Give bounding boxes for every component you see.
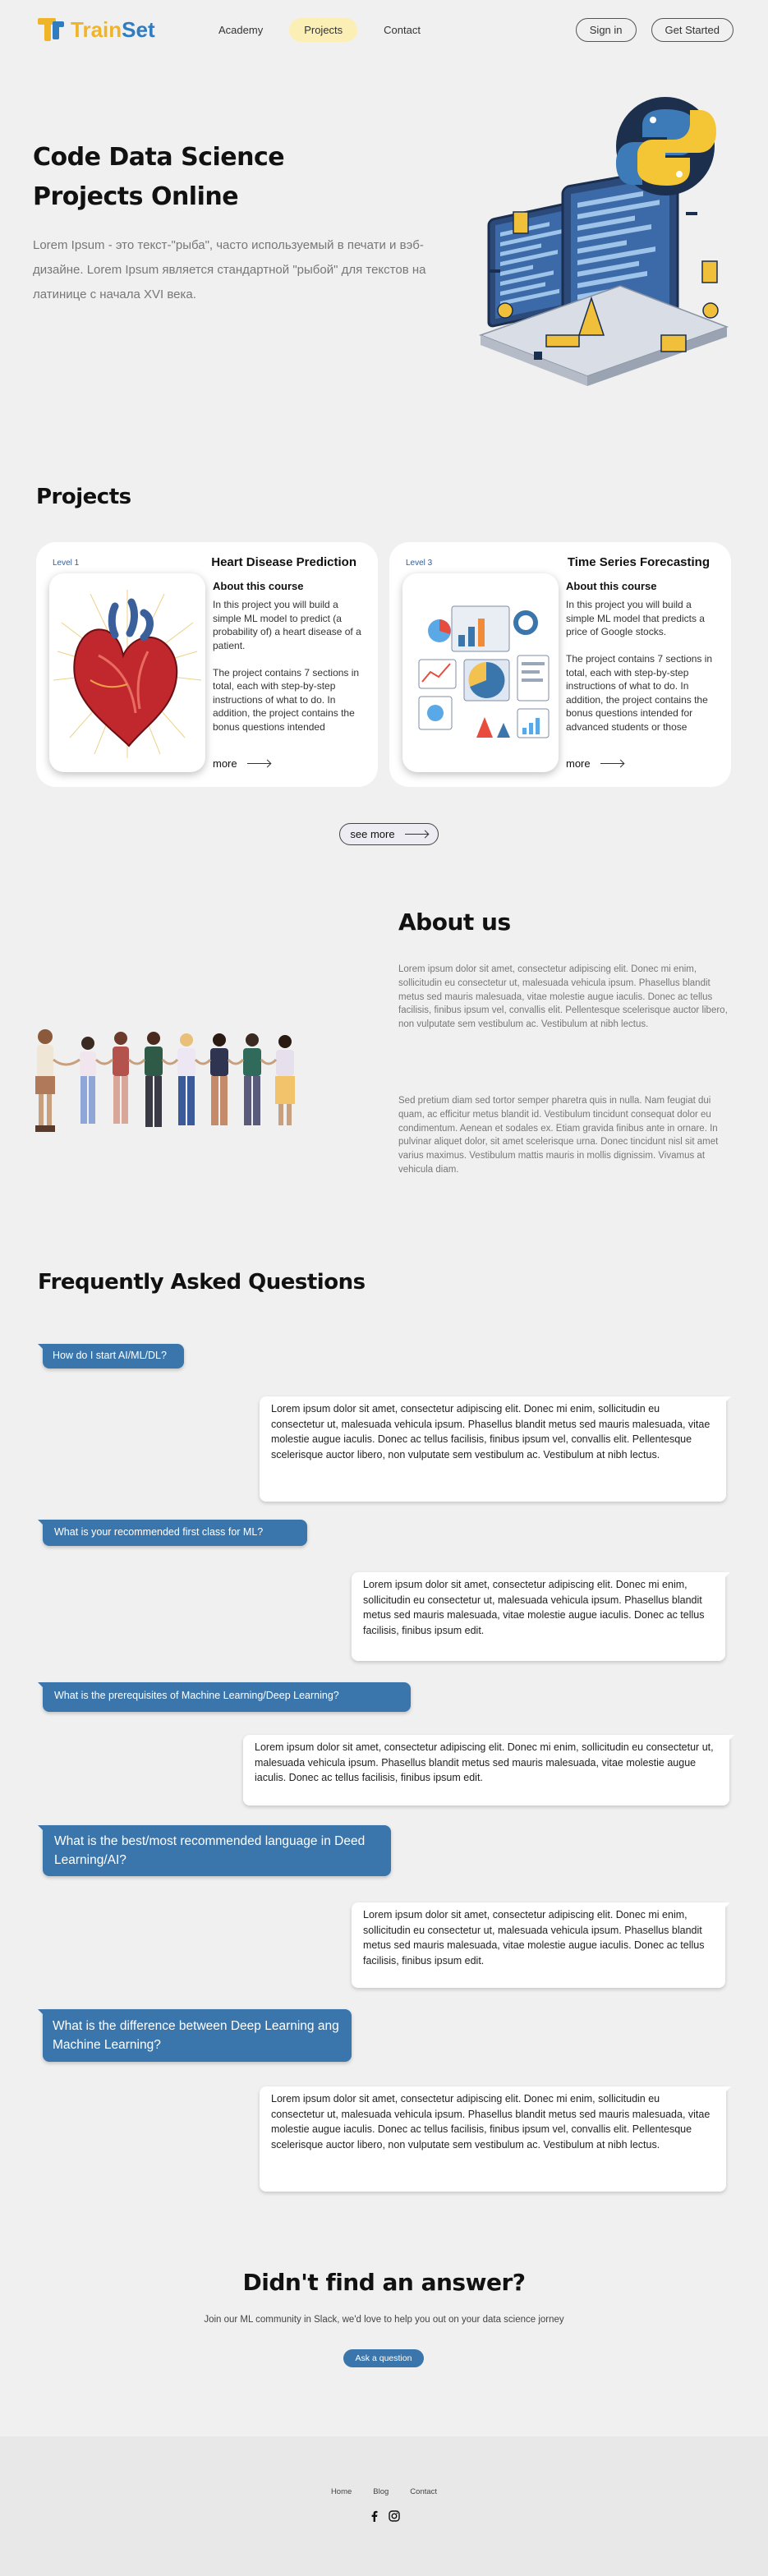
faq-question-2[interactable]: What is your recommended first class for ML?	[43, 1520, 307, 1546]
footer-link-home[interactable]: Home	[330, 2487, 352, 2496]
faq-question-1[interactable]: How do I start AI/ML/DL?	[43, 1344, 184, 1368]
project-title: Time Series Forecasting	[567, 555, 710, 569]
project-more-link[interactable]: more	[566, 757, 623, 770]
header	[0, 0, 768, 59]
about-title: About us	[398, 908, 511, 936]
social-links	[0, 2510, 768, 2522]
about-paragraph-1: Lorem ipsum dolor sit amet, consectetur adipiscing elit. Donec mi enim, sollicitudin eu consectetur ut, malesuada vehicula ipsum. Phasellus blandit metus sed mauris malesuada, vitae molestie augue iaculis. Donec ac tellus facilisis, finibus ipsum vel, convallis elit. Pellentesque scelerisque auctor libero, non vulputate sem vestibulum ac. Vestibulum at nibh lectus.	[398, 964, 728, 1030]
project-more-link[interactable]: more	[213, 757, 270, 770]
footer-link-blog[interactable]: Blog	[373, 2487, 389, 2496]
cta-subtitle: Join our ML community in Slack, we'd love to help you out on your data science jorney	[204, 2315, 564, 2325]
faq-answer-2: Lorem ipsum dolor sit amet, consectetur adipiscing elit. Donec mi enim, sollicitudin eu consectetur ut, malesuada vehicula ipsum. Phasellus blandit metus sed mauris malesuada, vitae molestie augue iaculis. Donec ac tellus facilisis, finibus ipsum edit.	[352, 1572, 725, 1661]
ask-question-button[interactable]: Ask a question	[343, 2349, 424, 2367]
project-title: Heart Disease Prediction	[211, 555, 356, 569]
community-people-illustration	[21, 1019, 374, 1150]
cta-title: Didn't find an answer?	[242, 2269, 526, 2296]
trainset-logo-icon	[36, 15, 66, 44]
about-paragraph-2: Sed pretium diam sed tortor semper pharetra quis in nulla. Nam feugiat dui quam, ac efficitur metus blandit id. Vestibulum tincidunt consequat dolor eu condimentum. Aenean et sodales ex. Etiam gravida finibus ante in ornare. In pulvinar aliquet dolor, sit amet scelerisque urna. Donec tincidunt nisl sit amet varius maximus. Vestibulum mattis mauris in mollis dignissim. Vivamus at vehicula diam.	[398, 1096, 719, 1175]
facebook-icon[interactable]	[369, 2510, 380, 2522]
project-about-heading: About this course	[566, 580, 657, 592]
main-nav	[204, 18, 435, 42]
project-level: Level 1	[53, 559, 80, 568]
faq-question-3[interactable]: What is the prerequisites of Machine Learning/Deep Learning?	[43, 1682, 411, 1712]
analytics-illustration-icon	[402, 573, 559, 772]
project-level: Level 3	[406, 559, 433, 568]
see-more-button[interactable]: see more	[339, 823, 439, 845]
faq-answer-1: Lorem ipsum dolor sit amet, consectetur adipiscing elit. Donec mi enim, sollicitudin eu consectetur ut, malesuada vehicula ipsum. Phasellus blandit metus sed mauris malesuada, vitae molestie augue iaculis. Donec ac tellus facilisis, finibus ipsum vel, convallis elit. Pellentesque scelerisque auctor libero, non vulputate sem vestibulum ac. Vestibulum at nibh lectus.	[260, 1396, 726, 1502]
get-started-button[interactable]: Get Started	[651, 18, 734, 42]
heart-illustration-icon	[49, 573, 205, 772]
faq-question-5[interactable]: What is the difference between Deep Learning ang Machine Learning?	[43, 2009, 352, 2062]
faq-answer-3: Lorem ipsum dolor sit amet, consectetur adipiscing elit. Donec mi enim, sollicitudin eu consectetur ut, malesuada vehicula ipsum. Phasellus blandit metus sed mauris malesuada, vitae molestie augue iaculis. Donec ac tellus facilisis, finibus ipsum edit.	[243, 1735, 729, 1806]
projects-title: Projects	[36, 485, 131, 509]
arrow-right-icon	[247, 763, 270, 764]
brand-name: TrainSet	[71, 16, 155, 42]
python-coding-illustration	[456, 89, 735, 401]
footer	[0, 2436, 768, 2576]
auth-buttons	[576, 18, 734, 42]
nav-academy[interactable]: Academy	[218, 24, 264, 36]
project-card-time-series[interactable]	[389, 542, 731, 787]
project-image	[402, 573, 559, 772]
faq-question-4[interactable]: What is the best/most recommended language in Deed Learning/AI?	[43, 1825, 391, 1876]
footer-link-contact[interactable]: Contact	[410, 2487, 438, 2496]
hero-title: Code Data Science Projects Online	[33, 143, 285, 211]
nav-contact[interactable]: Contact	[384, 24, 421, 36]
sign-in-button[interactable]: Sign in	[576, 18, 637, 42]
project-card-heart-disease[interactable]	[36, 542, 378, 787]
hero-text: Lorem Ipsum - это текст-"рыба", часто используемый в печати и вэб-дизайне. Lorem Ipsum является стандартной "рыбой" для текстов на латинице с начала XVI века.	[33, 238, 426, 301]
project-image	[49, 573, 205, 772]
footer-links	[0, 2487, 768, 2496]
faq-answer-4: Lorem ipsum dolor sit amet, consectetur adipiscing elit. Donec mi enim, sollicitudin eu consectetur ut, malesuada vehicula ipsum. Phasellus blandit metus sed mauris malesuada, vitae molestie augue iaculis. Donec ac tellus facilisis, finibus ipsum edit.	[352, 1902, 725, 1988]
nav-projects[interactable]: Projects	[289, 18, 357, 42]
arrow-right-icon	[405, 834, 428, 835]
faq-title: Frequently Asked Questions	[38, 1270, 366, 1295]
arrow-right-icon	[600, 763, 623, 764]
project-description: In this project you will build a simple ML model that predicts a price of Google stocks. The project contains 7 sections in total, each with step-by-step instructions of what to do. In addition, the project contains the bonus questions intended for advanced students or those	[566, 599, 713, 733]
faq-answer-5: Lorem ipsum dolor sit amet, consectetur adipiscing elit. Donec mi enim, sollicitudin eu consectetur ut, malesuada vehicula ipsum. Phasellus blandit metus sed mauris malesuada, vitae molestie augue iaculis. Donec ac tellus facilisis, finibus ipsum vel, convallis elit. Pellentesque scelerisque auctor libero, non vulputate sem vestibulum ac. Vestibulum at nibh lectus.	[260, 2086, 726, 2192]
project-description: In this project you will build a simple ML model to predict (a probability of) a heart disease of a patient. The project contains 7 sections in total, each with step-by-step instructions of what to do. In addition, the project contains the bonus questions intended	[213, 599, 361, 733]
logo[interactable]	[36, 15, 155, 44]
instagram-icon[interactable]	[389, 2510, 400, 2522]
project-about-heading: About this course	[213, 580, 304, 592]
